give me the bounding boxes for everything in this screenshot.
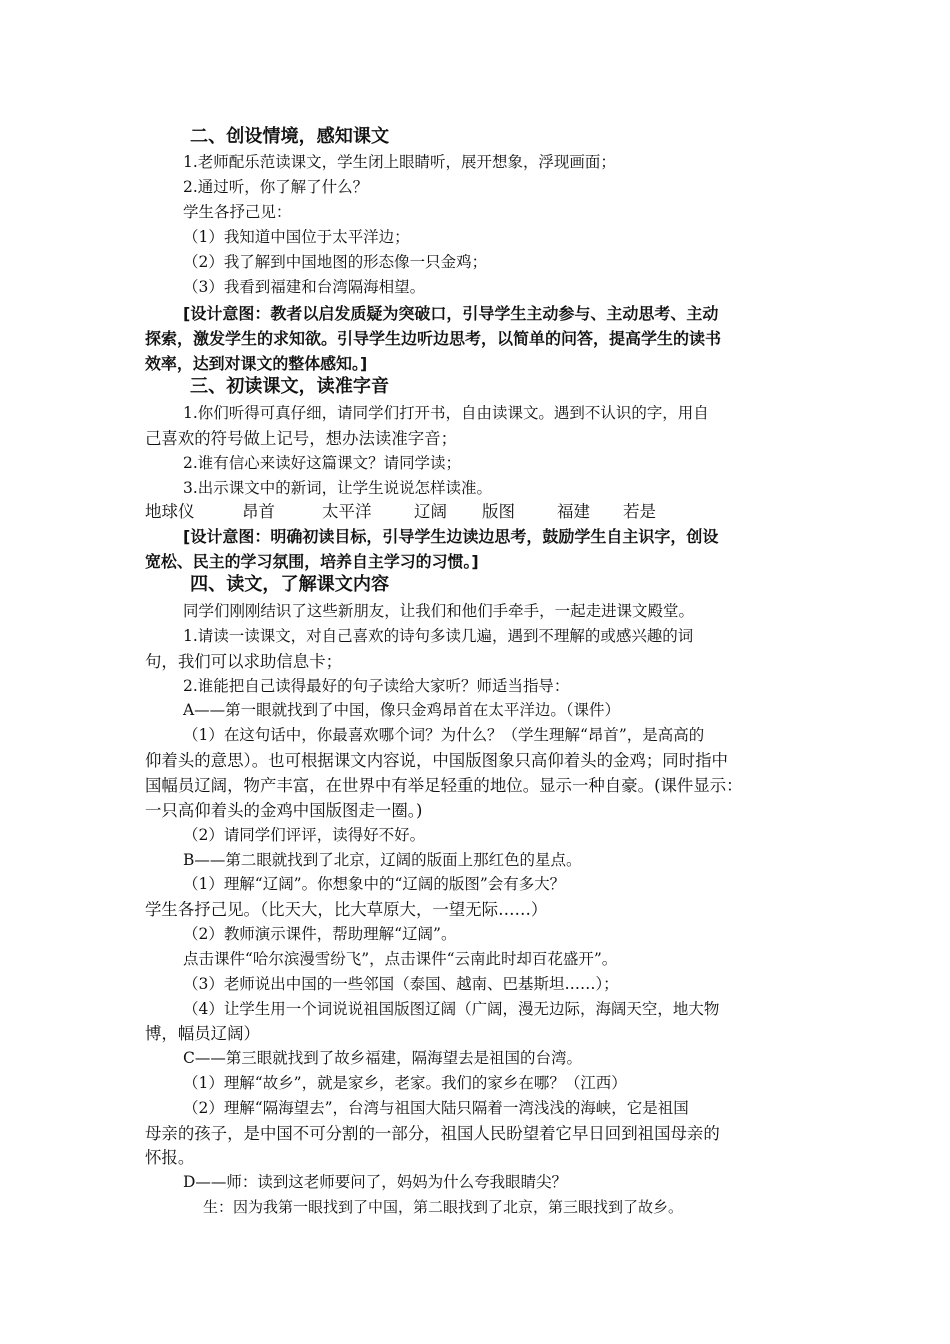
paragraph-line: 一只高仰着头的金鸡中国版图走一圈。) <box>145 801 423 820</box>
paragraph-line: 2.谁能把自己读得最好的句子读给大家听？师适当指导： <box>183 677 570 695</box>
paragraph-line: 点击课件“哈尔滨漫雪纷飞”，点击课件“云南此时却百花盛开”。 <box>183 950 618 968</box>
design-intent-line: 效率，达到对课文的整体感知。] <box>145 354 368 373</box>
paragraph-line: 学生各抒己见： <box>183 203 292 221</box>
paragraph-line: （1）我知道中国位于太平洋边； <box>183 228 410 246</box>
paragraph-line: （3）老师说出中国的一些邻国（泰国、越南、巴基斯坦……）； <box>183 975 619 993</box>
paragraph-line: 2.谁有信心来读好这篇课文？请同学读； <box>183 454 462 472</box>
paragraph-line: B——第二眼就找到了北京，辽阔的版面上那红色的星点。 <box>183 851 582 869</box>
paragraph-line: 3.出示课文中的新词，让学生说说怎样读准。 <box>183 479 492 497</box>
vocab-word: 辽阔 <box>414 502 447 521</box>
paragraph-line: A——第一眼就找到了中国，像只金鸡昂首在太平洋边。（课件） <box>183 701 620 719</box>
paragraph-line: 同学们刚刚结识了这些新朋友，让我们和他们手牵手，一起走进课文殿堂。 <box>183 602 694 620</box>
paragraph-line: （4）让学生用一个词说说祖国版图辽阔（广阔，漫无边际，海阔天空，地大物 <box>183 1000 720 1018</box>
vocab-word: 福建 <box>557 502 590 521</box>
paragraph-line: 句，我们可以求助信息卡； <box>145 652 343 671</box>
vocab-word: 若是 <box>623 502 656 521</box>
paragraph-line: 生：因为我第一眼找到了中国，第二眼找到了北京，第三眼找到了故乡。 <box>203 1198 684 1216</box>
paragraph-line: （2）请同学们评评，读得好不好。 <box>183 826 426 844</box>
paragraph-line: 己喜欢的符号做上记号，想办法读准字音； <box>145 429 458 448</box>
paragraph-line: （1）理解“故乡”，就是家乡，老家。我们的家乡在哪？（江西） <box>183 1074 627 1092</box>
design-intent-line: 宽松、民主的学习氛围，培养自主学习的习惯。] <box>145 552 479 571</box>
paragraph-line: 学生各抒己见。（比天大，比大草原大，一望无际……） <box>145 900 548 919</box>
paragraph-line: （1）在这句话中，你最喜欢哪个词？为什么？（学生理解“昂首”，是高高的 <box>183 726 705 744</box>
paragraph-line: 1.请读一读课文，对自己喜欢的诗句多读几遍，遇到不理解的或感兴趣的词 <box>183 627 694 645</box>
design-intent-line: 探索，激发学生的求知欲。引导学生边听边思考，以简单的问答，提高学生的读书 <box>145 329 722 348</box>
paragraph-line: （1）理解“辽阔”。你想象中的“辽阔的版图”会有多大？ <box>183 875 566 893</box>
paragraph-line: 怀报。 <box>145 1148 195 1167</box>
paragraph-line: （2）教师演示课件，帮助理解“辽阔”。 <box>183 925 457 943</box>
paragraph-line: D——师：读到这老师要问了，妈妈为什么夸我眼睛尖？ <box>183 1173 568 1191</box>
paragraph-line: （2）我了解到中国地图的形态像一只金鸡； <box>183 253 488 271</box>
vocab-word: 太平洋 <box>322 502 372 521</box>
paragraph-line: （3）我看到福建和台湾隔海相望。 <box>183 278 426 296</box>
paragraph-line: 1.你们听得可真仔细，请同学们打开书，自由读课文。遇到不认识的字，用自 <box>183 404 709 422</box>
paragraph-line: C——第三眼就找到了故乡福建，隔海望去是祖国的台湾。 <box>183 1049 582 1067</box>
paragraph-line: 仰着头的意思）。也可根据课文内容说，中国版图象只高仰着头的金鸡；同时指中 <box>145 751 728 770</box>
vocab-word: 版图 <box>482 502 515 521</box>
vocab-word: 昂首 <box>242 502 275 521</box>
section-heading-4: 四、读文，了解课文内容 <box>190 574 390 595</box>
paragraph-line: 博，幅员辽阔） <box>145 1024 260 1043</box>
section-heading-3: 三、初读课文，读准字音 <box>190 376 390 397</box>
vocab-word: 地球仪 <box>145 502 195 521</box>
paragraph-line: 2.通过听，你了解了什么？ <box>183 178 369 196</box>
design-intent-line: [设计意图：教者以启发质疑为突破口，引导学生主动参与、主动思考、主动 <box>183 304 719 323</box>
paragraph-line: 母亲的孩子，是中国不可分割的一部分，祖国人民盼望着它早日回到祖国母亲的 <box>145 1124 720 1143</box>
paragraph-line: （2）理解“隔海望去”，台湾与祖国大陆只隔着一湾浅浅的海峡，它是祖国 <box>183 1099 689 1117</box>
section-heading-2: 二、创设情境，感知课文 <box>190 126 390 147</box>
paragraph-line: 国幅员辽阔，物产丰富，在世界中有举足轻重的地位。显示一种自豪。(课件显示： <box>145 776 743 795</box>
paragraph-line: 1.老师配乐范读课文，学生闭上眼睛听，展开想象，浮现画面； <box>183 153 616 171</box>
design-intent-line: [设计意图：明确初读目标，引导学生边读边思考，鼓励学生自主识字，创设 <box>183 527 719 546</box>
